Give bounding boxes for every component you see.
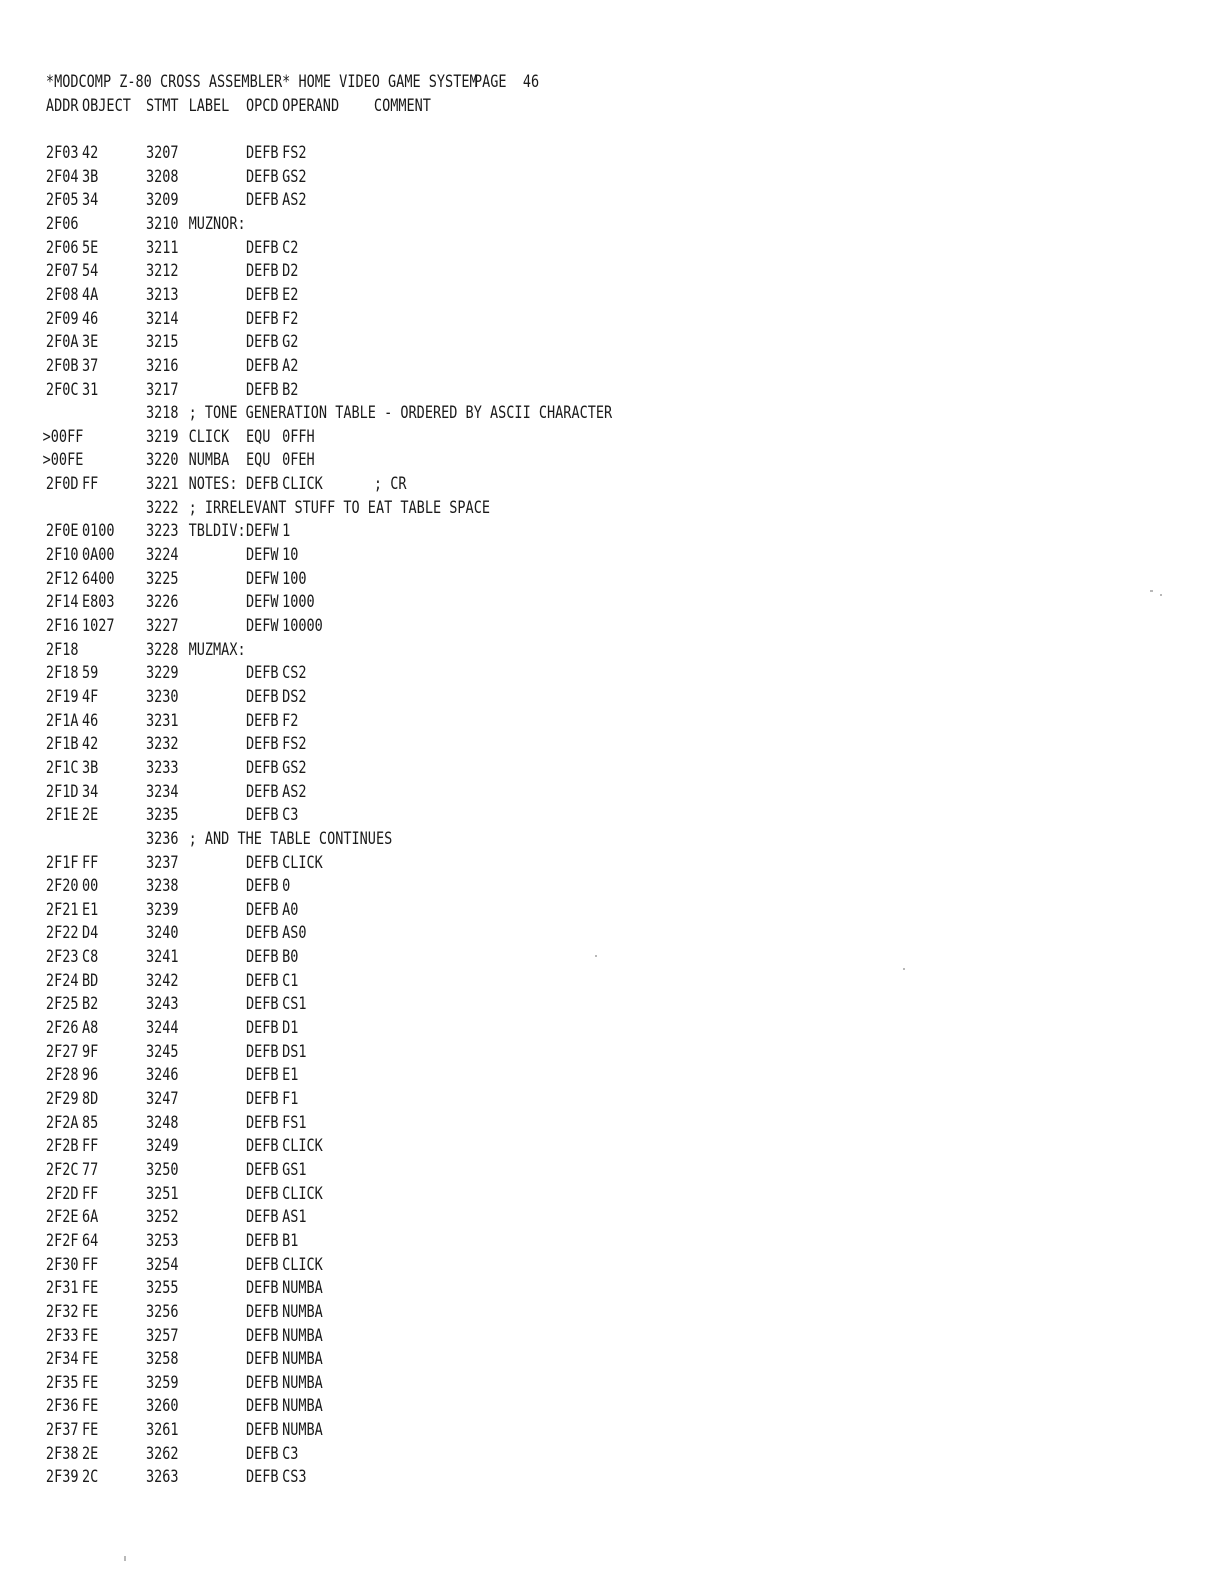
- address: 2F09: [45, 308, 79, 328]
- object-code: 42: [82, 143, 99, 162]
- operand: AS0: [282, 923, 307, 943]
- statement-number: 3217: [145, 379, 179, 399]
- operand: 0FFH: [282, 426, 315, 446]
- address: 2F39: [45, 1467, 79, 1487]
- operand: E2: [282, 284, 299, 304]
- address: 2F22: [45, 923, 79, 943]
- opcode: DEFW: [246, 568, 279, 588]
- opcode: DEFB: [246, 143, 279, 162]
- object-code: 34: [82, 190, 99, 210]
- opcode: DEFB: [246, 355, 279, 375]
- address: 2F20: [45, 876, 79, 896]
- operand: 0: [282, 876, 291, 896]
- page-number: PAGE 46: [473, 72, 540, 91]
- col-addr: ADDR: [45, 96, 79, 115]
- col-opcd: OPCD: [246, 96, 279, 115]
- object-code: 6A: [82, 1207, 99, 1227]
- opcode: DEFB: [246, 166, 279, 186]
- opcode: DEFB: [246, 757, 279, 777]
- opcode: DEFB: [246, 1254, 279, 1274]
- column-headers: [0, 94, 431, 118]
- operand: GS1: [282, 1159, 307, 1179]
- operand: FS2: [282, 143, 307, 162]
- operand: NUMBA: [282, 1372, 323, 1392]
- opcode: DEFB: [246, 474, 279, 494]
- opcode: DEFB: [246, 1325, 279, 1345]
- statement-number: 3227: [145, 616, 179, 635]
- label: MUZMAX:: [188, 639, 246, 659]
- address: 2F28: [45, 1065, 79, 1085]
- address: 2F36: [45, 1396, 79, 1416]
- address: 2F0C: [45, 379, 79, 399]
- operand: G2: [282, 332, 299, 352]
- statement-number: 3259: [145, 1372, 179, 1392]
- operand: NUMBA: [282, 1278, 323, 1298]
- address: 2F37: [45, 1420, 79, 1440]
- object-code: 42: [82, 734, 99, 754]
- object-code: 85: [82, 1112, 99, 1132]
- object-code: 46: [82, 710, 99, 730]
- object-code: 00: [82, 876, 99, 896]
- object-code: E1: [82, 899, 99, 919]
- operand: E1: [282, 1065, 299, 1085]
- comment-line: ; AND THE TABLE CONTINUES: [188, 828, 393, 848]
- opcode: DEFB: [246, 284, 279, 304]
- operand: CS2: [282, 663, 307, 683]
- object-code: D4: [82, 923, 99, 943]
- opcode: DEFB: [246, 899, 279, 919]
- operand: AS2: [282, 781, 307, 801]
- opcode: DEFB: [246, 994, 279, 1014]
- object-code: FF: [82, 1254, 99, 1274]
- statement-number: 3263: [145, 1467, 179, 1487]
- statement-number: 3236: [145, 828, 179, 848]
- opcode: DEFB: [246, 1018, 279, 1037]
- opcode: DEFB: [246, 923, 279, 943]
- operand: C3: [282, 1443, 299, 1463]
- statement-number: 3212: [145, 261, 179, 281]
- operand: NUMBA: [282, 1349, 323, 1369]
- label: TBLDIV:: [188, 521, 246, 541]
- col-stmt: STMT: [145, 96, 179, 115]
- operand: NUMBA: [282, 1396, 323, 1416]
- opcode: DEFB: [246, 1065, 279, 1085]
- opcode: DEFB: [246, 1278, 279, 1298]
- object-code: B2: [82, 994, 99, 1014]
- statement-number: 3226: [145, 592, 179, 612]
- operand: A2: [282, 355, 299, 375]
- statement-number: 3211: [145, 237, 179, 257]
- address: 2F07: [45, 261, 79, 281]
- address: 2F04: [45, 166, 79, 186]
- statement-number: 3235: [145, 805, 179, 825]
- operand: D1: [282, 1018, 299, 1037]
- scan-speck: [903, 968, 905, 970]
- object-code: 96: [82, 1065, 99, 1085]
- statement-number: 3255: [145, 1278, 179, 1298]
- address: 2F1B: [45, 734, 79, 754]
- opcode: DEFB: [246, 1443, 279, 1463]
- opcode: DEFW: [246, 545, 279, 564]
- address: 2F06: [45, 237, 79, 257]
- statement-number: 3225: [145, 568, 179, 588]
- opcode: DEFB: [246, 332, 279, 352]
- operand: FS2: [282, 734, 307, 754]
- object-code: C8: [82, 947, 99, 967]
- statement-number: 3228: [145, 639, 179, 659]
- statement-number: 3210: [145, 213, 179, 233]
- object-code: A8: [82, 1018, 99, 1037]
- scan-speck: [1150, 590, 1153, 592]
- statement-number: 3214: [145, 308, 179, 328]
- object-code: 3E: [82, 332, 99, 352]
- statement-number: 3246: [145, 1065, 179, 1085]
- address: 2F25: [45, 994, 79, 1014]
- opcode: DEFB: [246, 1396, 279, 1416]
- opcode: DEFB: [246, 1301, 279, 1321]
- statement-number: 3245: [145, 1041, 179, 1061]
- label: MUZNOR:: [188, 213, 246, 233]
- statement-number: 3251: [145, 1183, 179, 1203]
- operand: AS2: [282, 190, 307, 210]
- opcode: DEFB: [246, 190, 279, 210]
- address: 2F1E: [45, 805, 79, 825]
- address: 2F2E: [45, 1207, 79, 1227]
- object-code: FE: [82, 1278, 99, 1298]
- object-code: 4A: [82, 284, 99, 304]
- statement-number: 3213: [145, 284, 179, 304]
- object-code: BD: [82, 970, 99, 990]
- operand: 1: [282, 521, 291, 541]
- operand: B1: [282, 1230, 299, 1250]
- statement-number: 3242: [145, 970, 179, 990]
- opcode: DEFB: [246, 1183, 279, 1203]
- operand: CS1: [282, 994, 307, 1014]
- object-code: 64: [82, 1230, 99, 1250]
- scan-speck: [124, 1556, 126, 1561]
- operand: C3: [282, 805, 299, 825]
- object-code: FE: [82, 1420, 99, 1440]
- statement-number: 3249: [145, 1136, 179, 1156]
- opcode: DEFB: [246, 1207, 279, 1227]
- address: 2F32: [45, 1301, 79, 1321]
- object-code: 3B: [82, 757, 99, 777]
- opcode: DEFW: [246, 616, 279, 635]
- object-code: 4F: [82, 686, 99, 706]
- statement-number: 3262: [145, 1443, 179, 1463]
- object-code: FE: [82, 1396, 99, 1416]
- object-code: 3B: [82, 166, 99, 186]
- object-code: 2C: [82, 1467, 99, 1487]
- statement-number: 3229: [145, 663, 179, 683]
- address: 2F38: [45, 1443, 79, 1463]
- object-code: FF: [82, 1136, 99, 1156]
- statement-number: 3248: [145, 1112, 179, 1132]
- object-code: 6400: [82, 568, 115, 588]
- col-object: OBJECT: [82, 96, 131, 115]
- statement-number: 3219: [145, 426, 179, 446]
- object-code: 59: [82, 663, 99, 683]
- col-label: LABEL: [188, 96, 230, 115]
- statement-number: 3220: [145, 450, 179, 470]
- object-code: 77: [82, 1159, 99, 1179]
- comment-line: ; TONE GENERATION TABLE - ORDERED BY ASCII CHARACTER: [188, 403, 613, 423]
- address: 2F1D: [45, 781, 79, 801]
- operand: GS2: [282, 166, 307, 186]
- opcode: DEFB: [246, 1230, 279, 1250]
- object-code: 0100: [82, 521, 115, 541]
- col-operand: OPERAND: [282, 96, 340, 115]
- address: 2F29: [45, 1089, 79, 1108]
- listing-title: *MODCOMP Z-80 CROSS ASSEMBLER* HOME VIDEO GAME SYSTEM: [45, 72, 478, 91]
- operand: 100: [282, 568, 307, 588]
- address: 2F08: [45, 284, 79, 304]
- operand: A0: [282, 899, 299, 919]
- equ-value: >00FF: [42, 426, 84, 446]
- address: 2F18: [45, 663, 79, 683]
- col-comment: COMMENT: [373, 96, 431, 115]
- statement-number: 3256: [145, 1301, 179, 1321]
- statement-number: 3208: [145, 166, 179, 186]
- operand: C2: [282, 237, 299, 257]
- address: 2F2C: [45, 1159, 79, 1179]
- opcode: DEFW: [246, 521, 279, 541]
- opcode: EQU: [246, 426, 271, 446]
- opcode: DEFB: [246, 1136, 279, 1156]
- object-code: FE: [82, 1301, 99, 1321]
- object-code: 5E: [82, 237, 99, 257]
- operand: NUMBA: [282, 1420, 323, 1440]
- address: 2F0E: [45, 521, 79, 541]
- operand: F1: [282, 1089, 299, 1108]
- opcode: DEFB: [246, 1372, 279, 1392]
- object-code: 2E: [82, 805, 99, 825]
- operand: CLICK: [282, 852, 323, 872]
- opcode: DEFB: [246, 1089, 279, 1108]
- statement-number: 3243: [145, 994, 179, 1014]
- statement-number: 3240: [145, 923, 179, 943]
- scan-speck: [595, 955, 597, 957]
- address: 2F0B: [45, 355, 79, 375]
- object-code: 34: [82, 781, 99, 801]
- address: 2F18: [45, 639, 79, 659]
- statement-number: 3258: [145, 1349, 179, 1369]
- opcode: DEFB: [246, 947, 279, 967]
- operand: CS3: [282, 1467, 307, 1487]
- object-code: 37: [82, 355, 99, 375]
- opcode: DEFB: [246, 663, 279, 683]
- address: 2F0D: [45, 474, 79, 494]
- operand: B0: [282, 947, 299, 967]
- statement-number: 3241: [145, 947, 179, 967]
- statement-number: 3216: [145, 355, 179, 375]
- object-code: 54: [82, 261, 99, 281]
- statement-number: 3252: [145, 1207, 179, 1227]
- operand: D2: [282, 261, 299, 281]
- address: 2F2D: [45, 1183, 79, 1203]
- statement-number: 3261: [145, 1420, 179, 1440]
- comment: ; CR: [373, 474, 407, 494]
- operand: FS1: [282, 1112, 307, 1132]
- opcode: DEFB: [246, 261, 279, 281]
- statement-number: 3234: [145, 781, 179, 801]
- object-code: 2E: [82, 1443, 99, 1463]
- statement-number: 3221: [145, 474, 179, 494]
- operand: NUMBA: [282, 1301, 323, 1321]
- object-code: FF: [82, 1183, 99, 1203]
- object-code: 9F: [82, 1041, 99, 1061]
- object-code: FE: [82, 1325, 99, 1345]
- object-code: FE: [82, 1372, 99, 1392]
- opcode: DEFB: [246, 1467, 279, 1487]
- statement-number: 3215: [145, 332, 179, 352]
- object-code: E803: [82, 592, 115, 612]
- statement-number: 3218: [145, 403, 179, 423]
- address: 2F30: [45, 1254, 79, 1274]
- operand: DS2: [282, 686, 307, 706]
- address: 2F1F: [45, 852, 79, 872]
- operand: 1000: [282, 592, 315, 612]
- object-code: FE: [82, 1349, 99, 1369]
- address: 2F10: [45, 545, 79, 564]
- operand: CLICK: [282, 1183, 323, 1203]
- address: 2F2A: [45, 1112, 79, 1132]
- statement-number: 3230: [145, 686, 179, 706]
- operand: GS2: [282, 757, 307, 777]
- opcode: DEFB: [246, 379, 279, 399]
- opcode: DEFB: [246, 686, 279, 706]
- opcode: DEFB: [246, 1041, 279, 1061]
- opcode: DEFB: [246, 1349, 279, 1369]
- operand: CLICK: [282, 1254, 323, 1274]
- statement-number: 3244: [145, 1018, 179, 1037]
- object-code: 1027: [82, 616, 115, 635]
- operand: B2: [282, 379, 299, 399]
- operand: NUMBA: [282, 1325, 323, 1345]
- comment-line: ; IRRELEVANT STUFF TO EAT TABLE SPACE: [188, 497, 491, 517]
- opcode: DEFB: [246, 970, 279, 990]
- operand: CLICK: [282, 1136, 323, 1156]
- statement-number: 3254: [145, 1254, 179, 1274]
- object-code: 0A00: [82, 545, 115, 564]
- statement-number: 3239: [145, 899, 179, 919]
- operand: F2: [282, 710, 299, 730]
- object-code: 31: [82, 379, 99, 399]
- opcode: DEFB: [246, 1420, 279, 1440]
- opcode: DEFB: [246, 1112, 279, 1132]
- statement-number: 3224: [145, 545, 179, 564]
- opcode: DEFB: [246, 876, 279, 896]
- operand: 0FEH: [282, 450, 315, 470]
- object-code: FF: [82, 474, 99, 494]
- statement-number: 3232: [145, 734, 179, 754]
- statement-number: 3237: [145, 852, 179, 872]
- opcode: DEFB: [246, 805, 279, 825]
- statement-number: 3207: [145, 143, 179, 162]
- statement-number: 3209: [145, 190, 179, 210]
- address: 2F33: [45, 1325, 79, 1345]
- operand: C1: [282, 970, 299, 990]
- opcode: DEFB: [246, 781, 279, 801]
- address: 2F26: [45, 1018, 79, 1037]
- address: 2F27: [45, 1041, 79, 1061]
- opcode: EQU: [246, 450, 271, 470]
- statement-number: 3247: [145, 1089, 179, 1108]
- address: 2F12: [45, 568, 79, 588]
- operand: AS1: [282, 1207, 307, 1227]
- statement-number: 3233: [145, 757, 179, 777]
- opcode: DEFB: [246, 734, 279, 754]
- opcode: DEFB: [246, 237, 279, 257]
- address: 2F14: [45, 592, 79, 612]
- address: 2F19: [45, 686, 79, 706]
- operand: DS1: [282, 1041, 307, 1061]
- address: 2F03: [45, 143, 79, 162]
- operand: F2: [282, 308, 299, 328]
- address: 2F16: [45, 616, 79, 635]
- operand: CLICK: [282, 474, 323, 494]
- address: 2F23: [45, 947, 79, 967]
- statement-number: 3223: [145, 521, 179, 541]
- object-code: 46: [82, 308, 99, 328]
- address: 2F24: [45, 970, 79, 990]
- address: 2F1A: [45, 710, 79, 730]
- equ-value: >00FE: [42, 450, 84, 470]
- opcode: DEFB: [246, 1159, 279, 1179]
- scan-speck: [1160, 594, 1162, 596]
- label: NUMBA: [188, 450, 230, 470]
- statement-number: 3257: [145, 1325, 179, 1345]
- address: 2F34: [45, 1349, 79, 1369]
- operand: 10: [282, 545, 299, 564]
- opcode: DEFB: [246, 852, 279, 872]
- opcode: DEFB: [246, 710, 279, 730]
- address: 2F31: [45, 1278, 79, 1298]
- label: CLICK: [188, 426, 230, 446]
- opcode: DEFW: [246, 592, 279, 612]
- address: 2F35: [45, 1372, 79, 1392]
- label: NOTES:: [188, 474, 238, 494]
- statement-number: 3260: [145, 1396, 179, 1416]
- statement-number: 3231: [145, 710, 179, 730]
- statement-number: 3238: [145, 876, 179, 896]
- opcode: DEFB: [246, 308, 279, 328]
- address: 2F2F: [45, 1230, 79, 1250]
- object-code: FF: [82, 852, 99, 872]
- object-code: 8D: [82, 1089, 99, 1108]
- address: 2F21: [45, 899, 79, 919]
- statement-number: 3222: [145, 497, 179, 517]
- statement-number: 3253: [145, 1230, 179, 1250]
- address: 2F05: [45, 190, 79, 210]
- operand: 10000: [282, 616, 323, 635]
- address: 2F0A: [45, 332, 79, 352]
- listing-header: [0, 70, 540, 94]
- statement-number: 3250: [145, 1159, 179, 1179]
- address: 2F1C: [45, 757, 79, 777]
- address: 2F2B: [45, 1136, 79, 1156]
- address: 2F06: [45, 213, 79, 233]
